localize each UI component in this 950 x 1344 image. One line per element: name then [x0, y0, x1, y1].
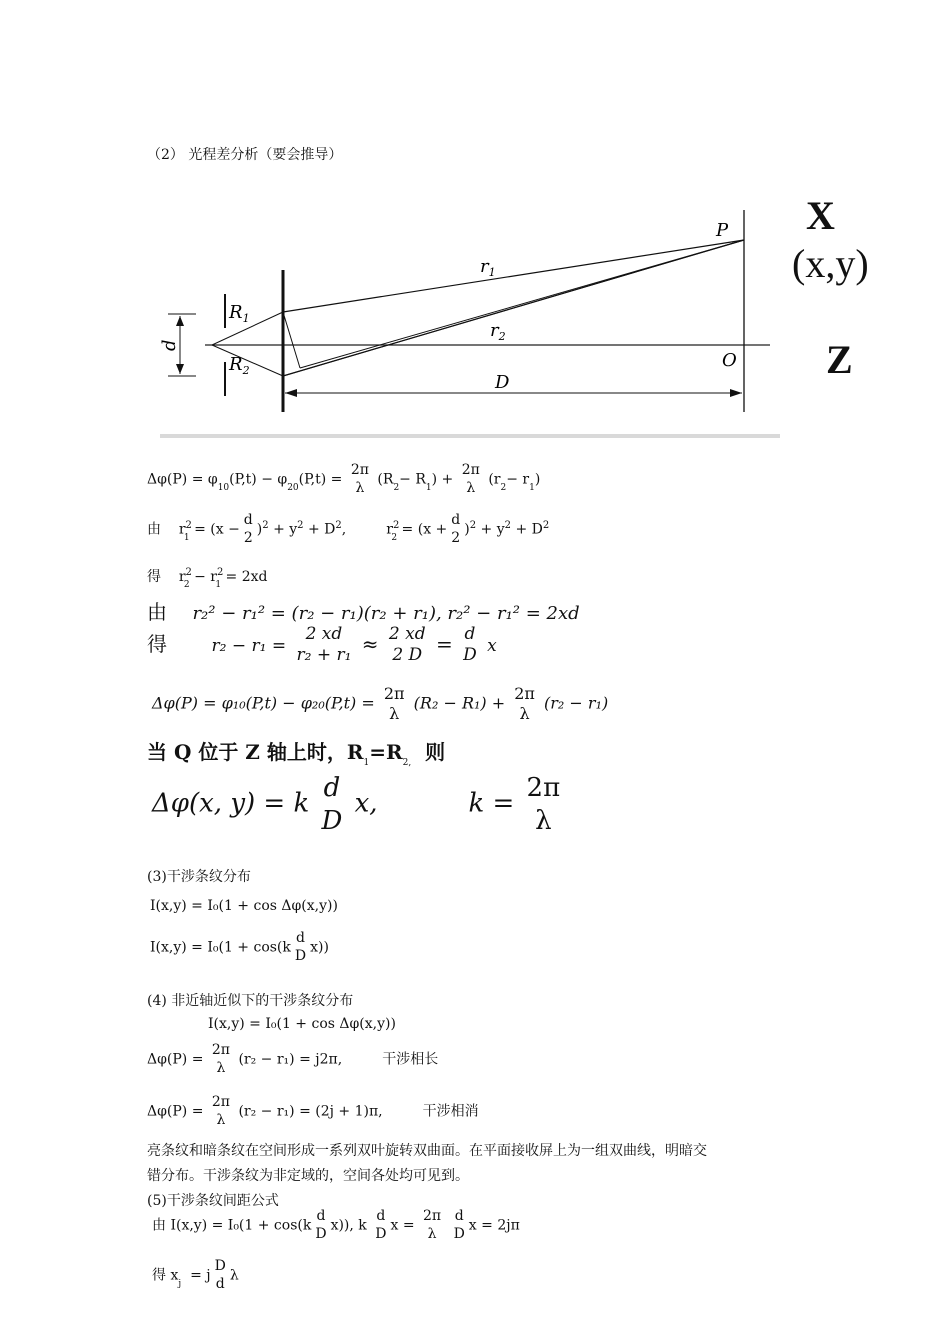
- spacing-derivation: 由 I(x,y) = I₀(1 + cos(k d D x)), k d D x = 2π λ d D x = 2jπ: [152, 1208, 520, 1242]
- axis-label-Z: Z: [826, 337, 853, 382]
- divider: [160, 434, 780, 438]
- paragraph-line-2: 错分布。干涉条纹为非定域的，空间各处均可见到。: [147, 1168, 469, 1184]
- equation-r-squared: 由 $r^2_1 = (x$ − d 2 )$^2 + y^2 + D^2$, $r^2_2 = (x$ + d 2 )$^2 + y^2 + D^2$: [147, 512, 550, 546]
- destructive-condition: Δφ(P) = 2π λ (r₂ − r₁) = (2j + 1)π, 干涉相消: [147, 1094, 479, 1128]
- label-O: O: [722, 350, 737, 371]
- paragraph-line-1: 亮条纹和暗条纹在空间形成一系列双叶旋转双曲面。在平面接收屏上为一组双曲线，明暗交: [147, 1143, 707, 1159]
- section-title-5: (5)干涉条纹间距公式: [147, 1193, 279, 1209]
- equation-factorization: 由 r₂² − r₁² = (r₂ − r₁)(r₂ + r₁), r₂² − r₁² = 2xd: [147, 600, 580, 624]
- section-title-4: (4) 非近轴近似下的干涉条纹分布: [147, 993, 354, 1009]
- label-P: P: [716, 220, 729, 241]
- equation-difference-squares: 得 $r^2_2 - r^2_1 = 2xd$: [147, 567, 268, 590]
- intensity-equation-1: I(x,y) = I₀(1 + cos Δφ(x,y)): [150, 898, 338, 914]
- equation-phase-difference-italic: Δφ(P) = φ₁₀(P,t) − φ₂₀(P,t) = 2π λ (R₂ − R₁) + 2π λ (r₂ − r₁): [152, 684, 609, 723]
- intensity-equation-2: I(x,y) = I₀(1 + cos(k d D x)): [150, 930, 329, 964]
- axis-label-xy: (x,y): [792, 241, 869, 286]
- label-d: d: [159, 339, 180, 351]
- intensity-equation-nonparaxial: I(x,y) = I₀(1 + cos Δφ(x,y)): [208, 1016, 396, 1032]
- condition-q-on-z-axis: 当 Q 位于 Z 轴上时，$R_1=R_{2,}$ 则: [147, 740, 446, 768]
- two-slit-geometry-diagram: [150, 190, 790, 425]
- constructive-condition: Δφ(P) = 2π λ (r₂ − r₁) = j2π, 干涉相长: [147, 1042, 439, 1076]
- section-title-2: （2） 光程差分析（要会推导）: [147, 147, 343, 163]
- label-r1: $r_1$: [480, 256, 496, 279]
- section-title-3: (3)干涉条纹分布: [147, 869, 251, 885]
- equation-phase-difference: $\Delta\varphi(P) = \varphi_{10}(P,t) - \varphi_{20}(P,t)$ = 2π λ $(R_2- R_1)$ + 2π λ $(r_2- r_1)$: [147, 462, 541, 496]
- label-r2: $r_2$: [490, 320, 506, 343]
- label-R2: $R_2$: [229, 354, 250, 377]
- equation-phase-xy: Δφ(x, y) = k d D x, k = 2π λ: [152, 773, 561, 836]
- equation-path-difference: 得 r₂ − r₁ = 2 xd r₂ + r₁ ≈ 2 xd 2 D = d D x: [147, 624, 497, 666]
- axis-label-X: X: [806, 193, 835, 238]
- label-D: D: [495, 372, 510, 393]
- label-R1: $R_1$: [229, 302, 250, 325]
- fringe-position-formula: 得 $x_j = j$ D d λ: [152, 1258, 239, 1292]
